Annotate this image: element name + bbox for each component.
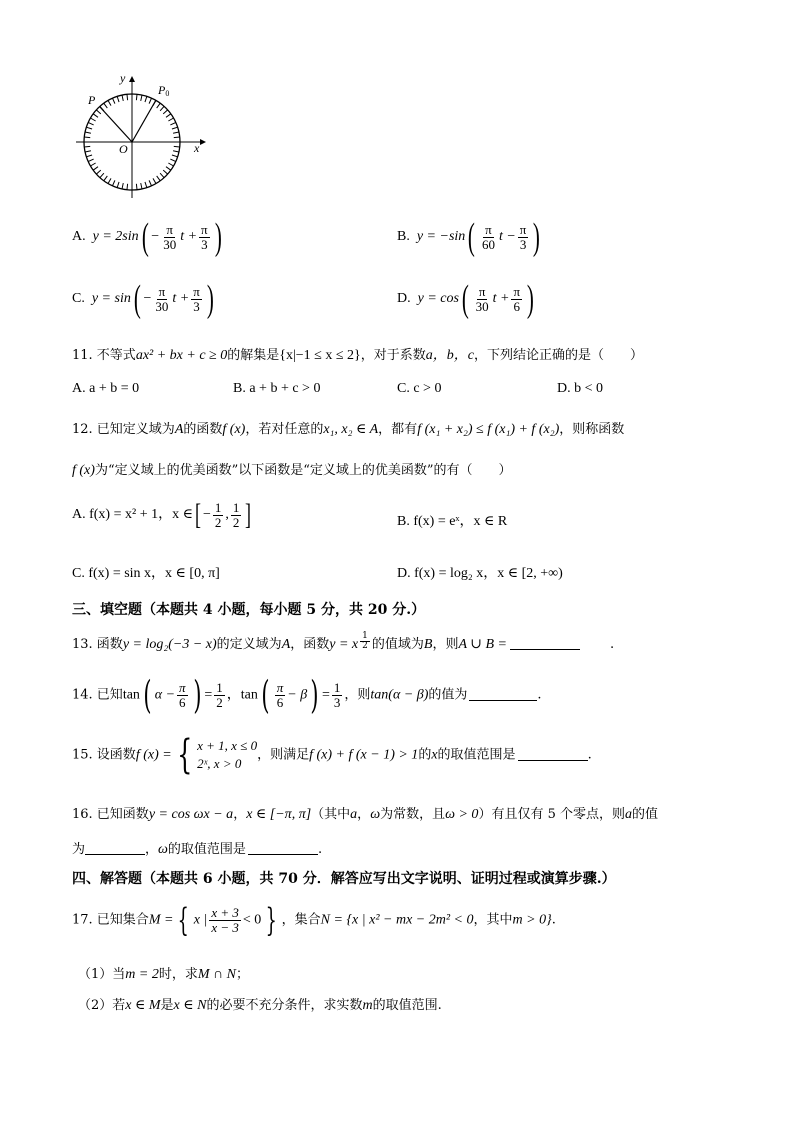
circle-tick: [100, 173, 104, 177]
section-3-heading: 三、填空题（本题共 4 小题，每小题 5 分，共 20 分.）: [72, 602, 426, 618]
circle-tick: [136, 184, 137, 190]
circle-tick: [112, 98, 114, 103]
circle-tick: [166, 167, 171, 171]
q14: 14. 已知tan( α − $\frac{\pi}{6}$ ) = $\frac{1}{2}$ ，tan( $\frac{\pi}{6}$ − β) = $\frac{1}{3}$ ，则tan(α − β)的值为 .: [72, 673, 542, 717]
circle-tick: [84, 137, 90, 138]
circle-tick: [173, 151, 179, 152]
label-origin: O: [119, 142, 128, 156]
circle-tick: [112, 180, 114, 185]
circle-tick: [86, 127, 92, 129]
circle-tick: [122, 183, 123, 189]
circle-tick: [96, 110, 100, 114]
circle-tick: [93, 167, 98, 171]
circle-tick: [85, 132, 91, 133]
circle-tick: [157, 176, 161, 181]
circle-tick: [163, 110, 167, 114]
q15-answer-blank[interactable]: [518, 759, 588, 761]
q11-option-b: B. a + b + c > 0: [233, 381, 321, 396]
q16-line1: 16. 已知函数y = cos ωx − a，x ∈ [−π, π]（其中a，ω为常数，且ω > 0）有且仅有 5 个零点，则a的值: [72, 807, 658, 822]
q11-option-d: D. b < 0: [557, 381, 604, 396]
q14-answer-blank[interactable]: [469, 699, 537, 701]
circle-tick: [172, 155, 178, 157]
circle-tick: [145, 96, 147, 102]
circle-tick: [108, 100, 111, 105]
circle-tick: [136, 94, 137, 100]
label-p0: P0: [158, 83, 170, 98]
q10-option-a: A. y = 2sin( − $\frac{\pi}{30}$ t + $\frac{\pi}{3}$ ): [72, 216, 222, 258]
circle-tick: [173, 132, 179, 133]
circle-tick: [93, 114, 98, 118]
unit-circle-figure: [72, 72, 212, 202]
circle-tick: [174, 137, 180, 138]
circle-tick: [104, 103, 108, 108]
circle-tick: [174, 146, 180, 147]
circle-tick: [170, 159, 175, 161]
circle-tick: [145, 182, 147, 188]
circle-tick: [153, 178, 156, 183]
circle-tick: [160, 106, 164, 110]
circle-tick: [84, 146, 90, 147]
circle-tick: [172, 127, 178, 129]
q13-answer-blank[interactable]: [510, 648, 580, 650]
q11-stem: 11. 不等式ax² + bx + c ≥ 0的解集是{x|−1 ≤ x ≤ 2}，对于系数a，b，c，下列结论正确的是（ ）: [72, 348, 644, 363]
q12-option-d: D. f(x) = log₂ x，x ∈ [2, +∞): [397, 566, 563, 581]
circle-tick: [141, 183, 142, 189]
q12-option-a: A. f(x) = x² + 1，x ∈[ − $\frac{1}{2}$ , $\frac{1}{2}$ ]: [72, 498, 252, 531]
label-y: y: [120, 72, 126, 85]
circle-tick: [96, 170, 100, 174]
circle-tick: [108, 178, 111, 183]
q10-option-c: C. y = sin( − $\frac{\pi}{30}$ t + $\frac{\pi}{3}$ ): [72, 278, 214, 320]
circle-tick: [170, 122, 175, 124]
q10-option-b: B. y = −sin( $\frac{\pi}{60}$ t − $\frac{\pi}{3}$ ): [397, 216, 541, 258]
circle-tick: [127, 184, 128, 190]
q13: 13. 函数y = log₂(−3 − x)的定义域为A，函数y = x $\frac{1}{2}$ 的值域为B，则A ∪ B = .: [72, 631, 615, 652]
q16-answer-blank-2[interactable]: [248, 853, 318, 855]
y-arrow: [129, 76, 135, 82]
q11-option-c: C. c > 0: [397, 381, 442, 396]
q12-stem-line2: f (x)为“定义域上的优美函数”以下函数是“定义域上的优美函数”的有（ ）: [72, 463, 512, 478]
q12-stem-line1: 12. 已知定义域为A的函数f (x)，若对任意的x₁, x₂ ∈ A，都有f (x₁ + x₂) ≤ f (x₁) + f (x₂)，则称函数: [72, 422, 625, 437]
circle-tick: [160, 173, 164, 177]
radius-p0: [132, 100, 156, 142]
circle-tick: [168, 118, 173, 121]
circle-tick: [85, 151, 91, 152]
q17-part2: （2）若x ∈ M是x ∈ N的必要不充分条件，求实数m的取值范围.: [78, 998, 442, 1013]
q16-answer-blank-1[interactable]: [85, 853, 145, 855]
q17-stem: 17. 已知集合M = { x | $\frac{x + 3}{x - 3}$ < 0 } ，集合N = {x | x² − mx − 2m² < 0，其中m > 0}.: [72, 901, 556, 939]
circle-tick: [122, 95, 123, 101]
circle-tick: [117, 182, 119, 188]
q10-option-d: D. y = cos( $\frac{\pi}{30}$ t + $\frac{\pi}{6}$ ): [397, 278, 534, 320]
q16-line2: 为 ，ω的取值范围是 .: [72, 842, 323, 857]
circle-tick: [86, 155, 92, 157]
label-p: P: [88, 93, 96, 107]
circle-tick: [166, 114, 171, 118]
section-4-heading: 四、解答题（本题共 6 小题，共 70 分．解答应写出文字说明、证明过程或演算步骤.）: [72, 871, 616, 887]
circle-tick: [168, 163, 173, 166]
circle-tick: [90, 118, 95, 121]
circle-tick: [149, 180, 151, 185]
x-arrow: [200, 139, 206, 145]
circle-tick: [157, 103, 161, 108]
circle-tick: [163, 170, 167, 174]
radius-p: [100, 107, 132, 142]
circle-tick: [88, 159, 93, 161]
circle-tick: [149, 98, 151, 103]
q17-part1: （1）当m = 2时，求M ∩ N；: [78, 967, 249, 982]
q12-option-c: C. f(x) = sin x，x ∈ [0, π]: [72, 566, 220, 581]
label-x: x: [194, 141, 200, 155]
q15: 15. 设函数f (x) = { x + 1, x ≤ 0 2ˣ, x > 0 ，则满足f (x) + f (x − 1) > 1的x的取值范围是 .: [72, 732, 592, 778]
q12-option-b: B. f(x) = eˣ，x ∈ R: [397, 514, 508, 529]
circle-tick: [104, 176, 108, 181]
circle-tick: [127, 94, 128, 100]
circle-tick: [141, 95, 142, 101]
circle-tick: [90, 163, 95, 166]
circle-tick: [117, 96, 119, 102]
q11-option-a: A. a + b = 0: [72, 381, 140, 396]
circle-tick: [88, 122, 93, 124]
